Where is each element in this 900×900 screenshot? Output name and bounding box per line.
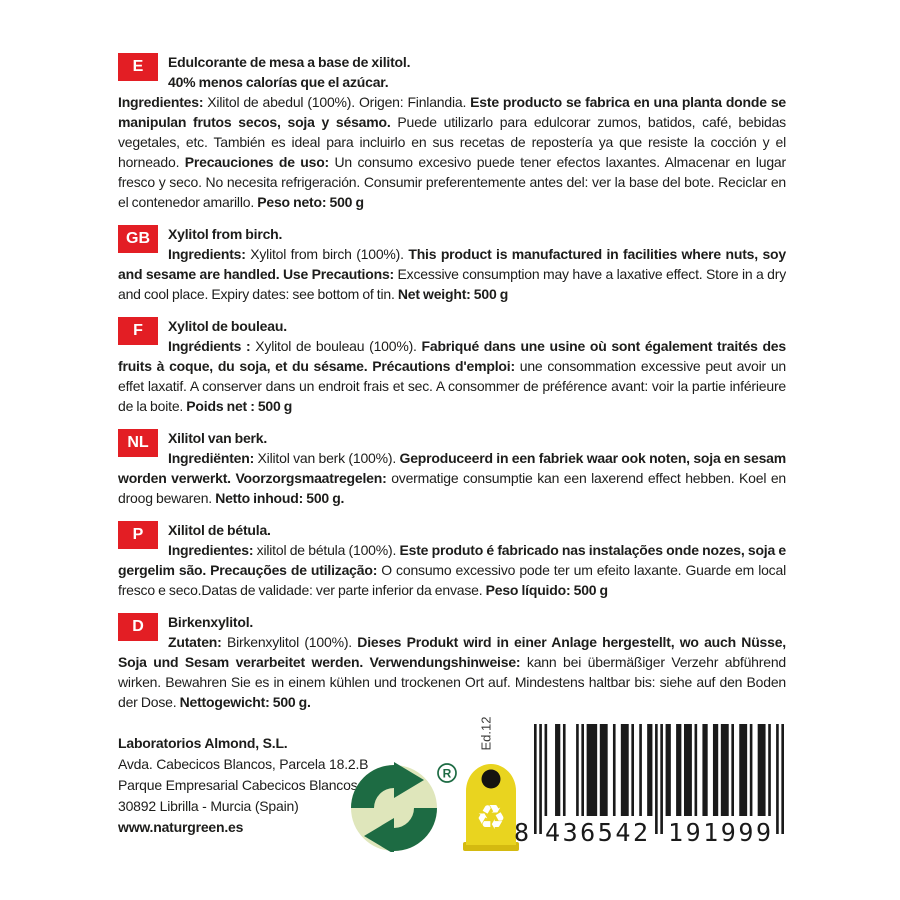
section-headline xyxy=(168,226,282,242)
green-dot-icon xyxy=(350,760,458,852)
text-run: This product is manufactured in facilities where nuts, soy and sesame are handled. Use Precautions: xyxy=(118,246,786,282)
text-run: Este produto é fabricado nas instalações onde nozes, soja e gergelim são. Precauções de utilização: xyxy=(118,542,786,578)
barcode-bar xyxy=(676,724,681,816)
barcode-bar xyxy=(721,724,729,816)
lang-badge-gb: GB xyxy=(118,225,158,253)
text-run: Birkenxylitol. xyxy=(168,614,254,630)
text-run: Net weight: 500 g xyxy=(397,286,509,302)
barcode-bar xyxy=(631,724,634,816)
text-run: Xylitol from birch. xyxy=(168,226,283,242)
barcode-bar xyxy=(731,724,734,816)
section-headline xyxy=(168,430,267,446)
address-line-2: Parque Empresarial Cabecicos Blancos xyxy=(118,777,358,793)
text-run: Edulcorante de mesa a base de xilitol. xyxy=(168,54,411,70)
company-name: Laboratorios Almond, S.L. xyxy=(118,735,288,751)
barcode xyxy=(512,724,784,844)
text-run: Precauciones de uso: xyxy=(184,154,335,170)
text-run: Xylitol de bouleau (100%). xyxy=(255,338,422,354)
label-section-portuguese xyxy=(118,520,786,600)
barcode-bar xyxy=(576,724,579,816)
section-body xyxy=(118,246,786,302)
text-run: Ingrediënten: xyxy=(168,450,258,466)
barcode-bar xyxy=(781,724,784,834)
language-sections xyxy=(118,52,786,724)
barcode-digits: 436542 xyxy=(545,818,648,844)
barcode-bar xyxy=(534,724,537,834)
text-run: Dieses Produkt wird in einer Anlage hergestellt, wo auch Nüsse, Soja und Sesam verarbeitet werden. Verwendungshinweise: xyxy=(118,634,786,670)
text-run: Geproduceerd in een fabriek waar ook noten, soja en sesam worden verwerkt. Voorzorgsmaatregelen: xyxy=(118,450,786,486)
barcode-bar xyxy=(666,724,671,816)
barcode-bar xyxy=(639,724,642,816)
barcode-bar xyxy=(613,724,616,816)
text-run: 40% menos calorías que el azúcar. xyxy=(168,74,389,90)
barcode-bar xyxy=(581,724,584,816)
barcode-bar xyxy=(739,724,747,816)
barcode-digits: 191999 xyxy=(668,818,771,844)
section-headline xyxy=(168,522,271,538)
barcode-bar xyxy=(702,724,707,816)
text-run: Xylitol de bouleau. xyxy=(168,318,287,334)
text-run: Xilitol van berk (100%). xyxy=(257,450,400,466)
text-run: Este producto se fabrica en una planta donde se manipulan frutos secos, soja y sésamo. xyxy=(118,94,786,130)
barcode-bar xyxy=(713,724,718,816)
text-run: Peso neto: 500 g xyxy=(257,194,364,210)
label-section-dutch xyxy=(118,428,786,508)
barcode-bar xyxy=(555,724,560,816)
section-body xyxy=(118,338,786,414)
section-headline xyxy=(168,614,253,630)
barcode-bar xyxy=(563,724,566,816)
barcode-bar xyxy=(684,724,692,816)
text-run: Netto inhoud: 500 g. xyxy=(215,490,345,506)
lang-badge-e: E xyxy=(118,53,158,81)
barcode-bar xyxy=(600,724,608,816)
text-run: Xylitol from birch (100%). xyxy=(250,246,409,262)
lang-badge-f: F xyxy=(118,317,158,345)
barcode-bar xyxy=(621,724,629,816)
section-body xyxy=(118,634,786,710)
company-address-block xyxy=(118,733,368,838)
barcode-bar xyxy=(758,724,766,816)
text-run: Zutaten: xyxy=(168,634,227,650)
text-run: une consommation excessive peut avoir un effet laxatif. A conserver dans un endroit frais et sec. A consommer de préférence avant: voir la partie inférieure de la boite. xyxy=(118,358,786,414)
text-run: Un consumo excesivo puede tener efectos laxantes. Almacenar en lugar fresco y seco. No necesita refrigeración. Consumir preferentemente antes del: ver la base del bote. Reciclar en el contenedor amarillo. xyxy=(118,154,786,210)
text-run: Poids net : 500 g xyxy=(186,398,293,414)
lang-badge-nl: NL xyxy=(118,429,158,457)
bin-hole xyxy=(482,770,501,789)
text-run: Ingredientes: xyxy=(118,94,208,110)
barcode-bar xyxy=(587,724,598,816)
address-line-3: 30892 Librilla - Murcia (Spain) xyxy=(118,798,299,814)
text-run: Xilitol van berk. xyxy=(168,430,268,446)
barcode-bar xyxy=(695,724,698,816)
label-section-spanish xyxy=(118,52,786,212)
barcode-bar xyxy=(750,724,753,816)
text-run: Fabriqué dans une usine où sont également traités des fruits à coque, du soja, et du sésame. Précautions d'emploi: xyxy=(118,338,786,374)
edition-code: Ed.12 xyxy=(478,716,494,751)
barcode-bar xyxy=(647,724,652,816)
section-body xyxy=(118,94,786,210)
text-run: Birkenxylitol (100%). xyxy=(226,634,358,650)
barcode-bar xyxy=(655,724,658,834)
barcode-bar xyxy=(776,724,779,834)
yellow-recycle-bin-icon xyxy=(463,762,519,852)
section-body xyxy=(118,450,786,506)
address-line-1: Avda. Cabecicos Blancos, Parcela 18.2.B xyxy=(118,756,369,772)
text-run: O consumo excessivo pode ter um efeito laxante. Guarde em local fresco e seco.Datas de validade: ver parte inferior da envase. xyxy=(118,562,786,598)
label-section-german xyxy=(118,612,786,712)
section-headline xyxy=(168,318,287,334)
section-body xyxy=(118,542,786,598)
text-run: Excessive consumption may have a laxative effect. Store in a dry and cool place. Expiry dates: see bottom of tin. xyxy=(118,266,786,302)
barcode-bar xyxy=(545,724,548,816)
text-run: Ingredients: xyxy=(168,246,251,262)
recycle-symbol-icon: ♻ xyxy=(475,798,507,838)
lang-badge-d: D xyxy=(118,613,158,641)
text-run: overmatige consumptie kan een laxerend effect hebben. Koel en droog bewaren. xyxy=(118,470,786,506)
barcode-bar xyxy=(768,724,771,816)
lang-badge-p: P xyxy=(118,521,158,549)
text-run: Xilitol de bétula. xyxy=(168,522,271,538)
website-text: www.naturgreen.es xyxy=(118,819,244,835)
section-headline xyxy=(168,54,410,90)
text-run: Ingrédients : xyxy=(168,338,256,354)
text-run: Ingredientes: xyxy=(168,542,257,558)
text-run: Puede utilizarlo para edulcorar zumos, batidos, café, bebidas vegetales, etc. También es ideal para incluirlo en sus recetas de repostería ya que resiste la cocción y el horneado. xyxy=(118,114,786,170)
text-run: kann bei übermäßiger Verzehr abführend wirken. Bewahren Sie es in einem kühlen und trockenen Ort auf. Mindestens haltbar bis: siehe auf den Boden der Dose. xyxy=(118,654,786,710)
text-run: Xilitol de abedul (100%). Origen: Finlandia. xyxy=(207,94,471,110)
label-section-french xyxy=(118,316,786,416)
label-section-english xyxy=(118,224,786,304)
text-run: Peso líquido: 500 g xyxy=(485,582,608,598)
barcode-bar xyxy=(539,724,542,834)
barcode-digits: 8 xyxy=(513,818,529,844)
text-run: Nettogewicht: 500 g. xyxy=(179,694,311,710)
barcode-bar xyxy=(660,724,663,834)
registered-trademark-letter: R xyxy=(442,766,452,781)
text-run: xilitol de bétula (100%). xyxy=(256,542,400,558)
